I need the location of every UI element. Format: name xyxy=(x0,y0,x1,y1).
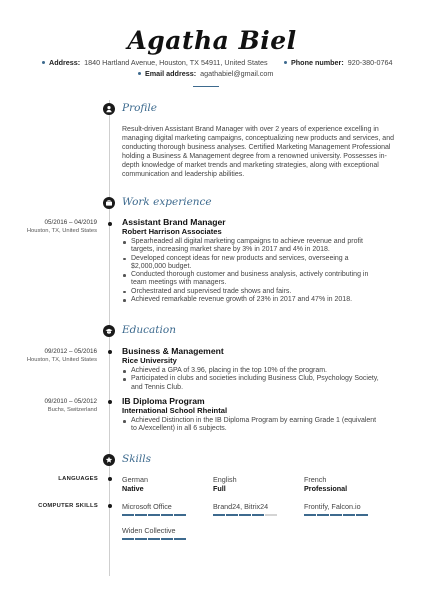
skill-level-bar xyxy=(213,514,277,516)
job-bullets xyxy=(122,238,412,304)
graduation-cap-icon xyxy=(103,325,115,337)
language-name: French xyxy=(304,475,327,484)
skill-name: Brand24, Bitrix24 xyxy=(213,502,269,511)
list-item: Conducted thorough customer and business analysis, actively contributing in team meetings with managers. xyxy=(122,271,412,288)
skills-icon xyxy=(103,454,115,466)
bullet-dot xyxy=(42,61,45,64)
skill-level-segment xyxy=(174,538,186,540)
edu-degree: Business & Management xyxy=(122,346,224,356)
edu-location: Buchs, Switzerland xyxy=(47,407,97,413)
contact-email xyxy=(138,69,273,78)
skill-level-segment xyxy=(356,514,368,516)
skill-level-segment xyxy=(161,514,173,516)
timeline-dot xyxy=(108,400,112,404)
skill-level-segment xyxy=(148,514,160,516)
language-name: English xyxy=(213,475,237,484)
list-item: Participated in clubs and societies including Business Club, Psychology Society, and Tennis Club. xyxy=(122,375,412,392)
bullet-dot xyxy=(138,72,141,75)
candidate-name: Agatha Biel xyxy=(127,26,297,55)
profile-icon xyxy=(103,103,115,115)
skill-level-segment xyxy=(135,514,147,516)
job-location: Houston, TX, United States xyxy=(26,228,97,234)
skill-level-segment xyxy=(148,538,160,540)
profile-line: holding a Business & Management degree from a renowned university. Possesses in- xyxy=(122,153,387,161)
contact-phone xyxy=(284,58,392,67)
skill-level-bar xyxy=(122,514,186,516)
list-item: Achieved a GPA of 3.96, placing in the top 10% of the program. xyxy=(122,367,412,375)
timeline-dot xyxy=(108,350,112,354)
profile-line: depth knowledge of market trends and marketing strategies, along with exceptional xyxy=(122,162,379,170)
skill-level-bar xyxy=(122,538,186,540)
language-name: German xyxy=(122,475,148,484)
job-title: Assistant Brand Manager xyxy=(122,217,226,227)
skill-level-bar xyxy=(304,514,368,516)
skill-level-segment xyxy=(330,514,342,516)
address-label: Address: xyxy=(49,58,81,67)
edu-school: International School Rheintal xyxy=(122,406,228,415)
language-level: Native xyxy=(122,484,144,493)
timeline-dot xyxy=(108,477,112,481)
list-item: Orchestrated and supervised trade shows and fairs. xyxy=(122,288,412,296)
phone-label: Phone number: xyxy=(291,58,344,67)
skill-level-segment xyxy=(122,538,134,540)
skills-heading: Skills xyxy=(122,453,152,465)
briefcase-icon xyxy=(103,197,115,209)
timeline-dot xyxy=(108,222,112,226)
computer-skills-label: COMPUTER SKILLS xyxy=(38,503,98,509)
bullet-dot xyxy=(284,61,287,64)
skill-level-segment xyxy=(265,514,277,516)
profile-line: communication and leadership abilities. xyxy=(122,171,245,179)
list-item: Developed concept ideas for new products and services, overseeing a $2,000,000 budget. xyxy=(122,255,412,272)
skill-level-segment xyxy=(239,514,251,516)
edu-degree: IB Diploma Program xyxy=(122,396,205,406)
phone-value: 920-380-0764 xyxy=(347,58,393,67)
skill-level-segment xyxy=(213,514,225,516)
header-divider xyxy=(193,86,219,87)
edu-bullets xyxy=(122,417,412,434)
profile-line: Result-driven Assistant Brand Manager with over 2 years of experience excelling in xyxy=(122,126,379,133)
list-item: Achieved remarkable revenue growth of 23% in 2017 and 47% in 2018. xyxy=(122,296,412,304)
timeline-dot xyxy=(108,504,112,508)
languages-label: LANGUAGES xyxy=(58,476,98,482)
skill-level-segment xyxy=(226,514,238,516)
contact-address xyxy=(42,58,268,67)
profile-heading: Profile xyxy=(122,102,157,114)
job-dates: 05/2016 – 04/2019 xyxy=(44,219,97,226)
skill-name: Microsoft Office xyxy=(122,502,172,511)
language-level: Full xyxy=(213,484,226,493)
list-item: Spearheaded all digital marketing campaigns to achieve revenue and profit targets, increasing market share by 3% in 2017 and 4% in 2018. xyxy=(122,238,412,255)
job-company: Robert Harrison Associates xyxy=(122,227,222,236)
skill-level-segment xyxy=(304,514,316,516)
skill-level-segment xyxy=(252,514,264,516)
skill-level-segment xyxy=(317,514,329,516)
address-value: 1840 Hartland Avenue, Houston, TX 54911, United States xyxy=(84,58,268,67)
skill-level-segment xyxy=(122,514,134,516)
edu-school: Rice University xyxy=(122,356,177,365)
work-heading: Work experience xyxy=(122,196,212,208)
edu-dates: 09/2010 – 05/2012 xyxy=(44,398,97,405)
list-item: Achieved Distinction in the IB Diploma Program by earning Grade 1 (equivalent to A/excellent) in all 6 subjects. xyxy=(122,417,412,434)
profile-line: conducting thorough business analyses. Certified Marketing Management Professional xyxy=(122,144,391,152)
skill-name: Widen Collective xyxy=(122,526,176,535)
profile-line: managing digital marketing campaigns, conceptualizing new products and services, and xyxy=(122,135,394,143)
edu-location: Houston, TX, United States xyxy=(26,357,97,363)
edu-dates: 09/2012 – 05/2016 xyxy=(44,348,97,355)
skill-level-segment xyxy=(161,538,173,540)
profile-summary xyxy=(122,125,412,180)
email-value[interactable]: agathabiel@gmail.com xyxy=(200,69,274,78)
email-label: Email address: xyxy=(145,69,197,78)
skill-level-segment xyxy=(135,538,147,540)
education-heading: Education xyxy=(122,324,176,336)
skill-level-segment xyxy=(174,514,186,516)
skill-level-segment xyxy=(343,514,355,516)
skill-name: Frontify, Falcon.io xyxy=(304,502,361,511)
edu-bullets xyxy=(122,367,412,392)
language-level: Professional xyxy=(304,484,348,493)
